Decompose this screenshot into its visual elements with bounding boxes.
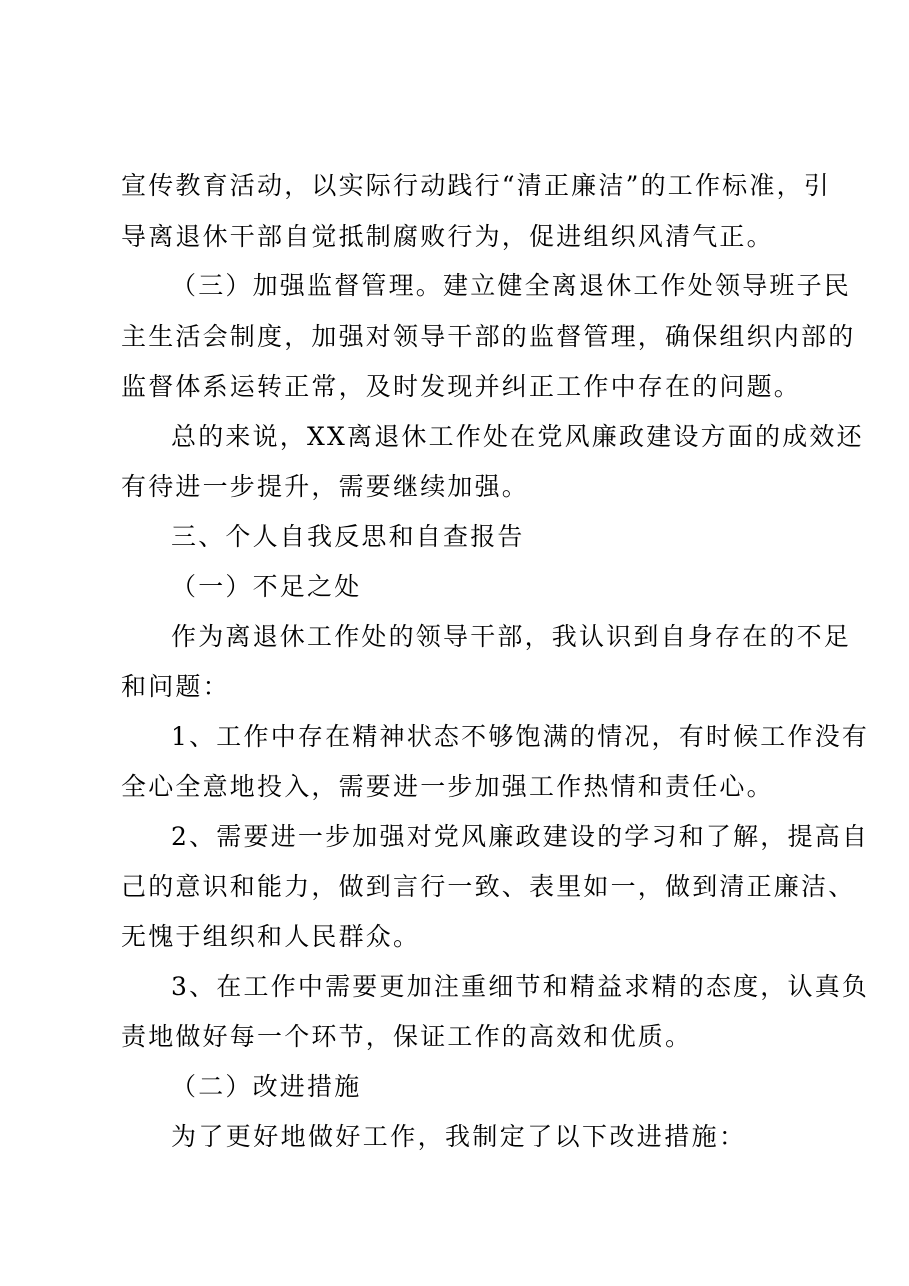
paragraph-line: 作为离退休工作处的领导干部，我认识到自身存在的不足	[171, 622, 852, 651]
list-item-line: 无愧于组织和人民群众。	[121, 922, 421, 951]
paragraph-line: 导离退休干部自觉抵制腐败行为，促进组织风清气正。	[121, 222, 774, 251]
section-heading: 三、个人自我反思和自查报告	[171, 522, 525, 551]
list-item-line: 1、工作中存在精神状态不够饱满的情况，有时候工作没有	[171, 722, 870, 751]
section-heading-line: （三）加强监督管理。建立健全离退休工作处领导班子民	[171, 271, 852, 300]
list-item-line: 3、在工作中需要更加注重细节和精益求精的态度，认真负	[171, 972, 870, 1001]
subsection-heading: （一）不足之处	[171, 572, 362, 601]
list-item-line: 己的意识和能力，做到言行一致、表里如一，做到清正廉洁、	[121, 872, 856, 901]
list-item-line: 责地做好每一个环节，保证工作的高效和优质。	[121, 1022, 693, 1051]
list-item-line: 2、需要进一步加强对党风廉政建设的学习和了解，提高自	[171, 822, 870, 851]
paragraph-line: 总的来说，XX离退休工作处在党风廉政建设方面的成效还	[171, 422, 864, 451]
list-item-line: 全心全意地投入，需要进一步加强工作热情和责任心。	[121, 772, 774, 801]
paragraph-line: 为了更好地做好工作，我制定了以下改进措施：	[171, 1122, 747, 1151]
paragraph-line: 监督体系运转正常，及时发现并纠正工作中存在的问题。	[121, 372, 802, 401]
paragraph-line: 主生活会制度，加强对领导干部的监督管理，确保组织内部的	[121, 322, 856, 351]
paragraph-line: 宣传教育活动，以实际行动践行“清正廉洁”的工作标准，引	[121, 171, 831, 200]
paragraph-line: 有待进一步提升，需要继续加强。	[121, 472, 530, 501]
paragraph-line: 和问题：	[121, 672, 230, 701]
subsection-heading: （二）改进措施	[171, 1072, 362, 1101]
